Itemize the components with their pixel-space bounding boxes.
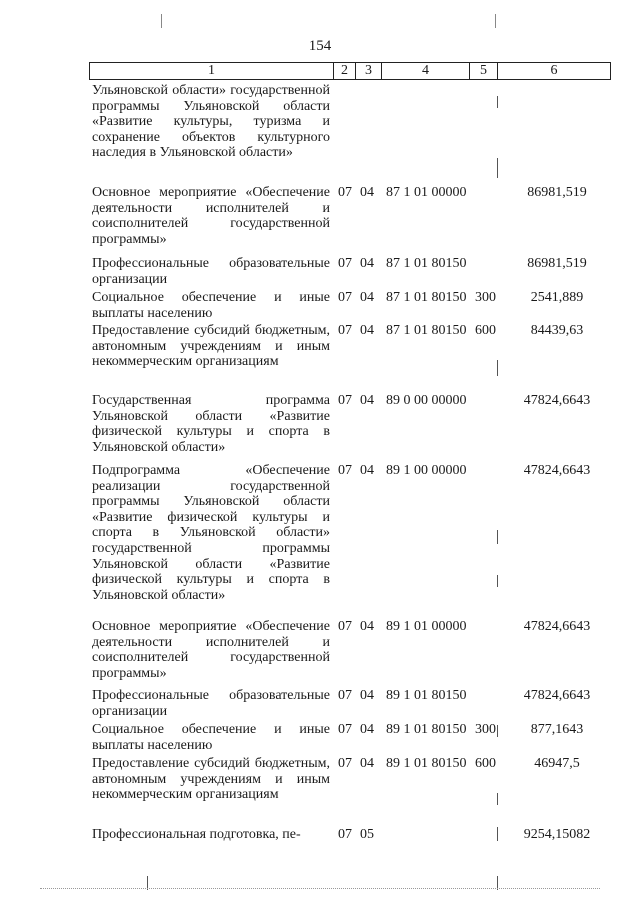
row-subsection: 04 [360,619,374,634]
scan-mark [161,14,162,28]
row-target-article: 87 1 01 00000 [386,185,467,200]
row-target-article: 89 1 01 00000 [386,619,467,634]
row-subsection: 05 [360,827,374,842]
row-section: 07 [338,619,352,634]
row-subsection: 04 [360,463,374,478]
scan-edge-line [40,888,600,890]
row-section: 07 [338,463,352,478]
row-name: Предоставление субсидий бюджетным, автономным учреждениям и иным некоммерческим организациям [92,323,330,370]
row-name: Социальное обеспечение и иные выплаты населению [92,290,330,321]
row-section: 07 [338,756,352,771]
row-subsection: 04 [360,688,374,703]
row-expense-type: 300 [475,290,496,305]
row-target-article: 89 1 00 00000 [386,463,467,478]
row-subsection: 04 [360,722,374,737]
row-name: Предоставление субсидий бюджетным, автономным учреждениям и иным некоммерческим организациям [92,756,330,803]
scan-mark [497,530,498,544]
row-amount: 47824,6643 [523,619,591,634]
row-name: Профессиональная подготовка, пе- [92,827,301,842]
header-cell-4: 4 [382,63,470,79]
row-name: Профессиональные образовательные организации [92,256,330,287]
row-section: 07 [338,393,352,408]
row-amount: 9254,15082 [523,827,591,842]
header-cell-5: 5 [470,63,498,79]
row-amount: 47824,6643 [523,463,591,478]
row-section: 07 [338,256,352,271]
row-amount: 86981,519 [527,256,587,271]
row-expense-type: 600 [475,323,496,338]
row-amount: 2541,889 [530,290,584,305]
row-name: Социальное обеспечение и иные выплаты населению [92,722,330,753]
row-amount: 47824,6643 [523,688,591,703]
scan-mark [497,158,498,178]
row-section: 07 [338,185,352,200]
header-cell-6: 6 [550,63,558,78]
row-subsection: 04 [360,756,374,771]
row-subsection: 04 [360,290,374,305]
row-subsection: 04 [360,185,374,200]
row-target-article: 89 1 01 80150 [386,756,467,771]
header-cell-2: 2 [334,63,356,79]
row-section: 07 [338,290,352,305]
row-subsection: 04 [360,323,374,338]
row-name: Основное мероприятие «Обеспечение деятельности исполнителей и соисполнителей государственной программы» [92,619,330,681]
row-target-article: 87 1 01 80150 [386,256,467,271]
row-amount: 877,1643 [530,722,584,737]
row-amount: 86981,519 [527,185,587,200]
row-target-article: 89 1 01 80150 [386,722,467,737]
header-cell-3: 3 [356,63,382,79]
row-amount: 47824,6643 [523,393,591,408]
scan-mark [497,725,498,737]
row-name: Ульяновской области» государственной программы Ульяновской области «Развитие культуры, туризма и сохранение объектов культурного наследия в Ульяновской области» [92,83,330,161]
row-section: 07 [338,688,352,703]
row-subsection: 04 [360,256,374,271]
scan-mark [497,360,498,376]
row-name: Основное мероприятие «Обеспечение деятельности исполнителей и соисполнителей государственной программы» [92,185,330,247]
page-number: 154 [308,38,332,54]
row-target-article: 87 1 01 80150 [386,290,467,305]
row-amount: 84439,63 [530,323,584,338]
table-header-row [89,62,611,80]
header-cell-1: 1 [90,63,334,79]
row-expense-type: 300 [475,722,496,737]
row-expense-type: 600 [475,756,496,771]
row-name: Профессиональные образовательные организации [92,688,330,719]
row-name: Подпрограмма «Обеспечение реализации государственной программы Ульяновской области «Развитие физической культуры и спорта в Ульяновской области» государственной программы Ульяновской области «Развитие физической культуры и спорта в Ульяновской области» [92,463,330,603]
scan-mark [497,96,498,108]
row-name: Государственная программа Ульяновской области «Развитие физической культуры и спорта в Ульяновской области» [92,393,330,455]
row-target-article: 87 1 01 80150 [386,323,467,338]
scan-mark [495,14,496,28]
row-section: 07 [338,722,352,737]
scan-mark [497,827,498,841]
row-subsection: 04 [360,393,374,408]
scan-mark [497,793,498,805]
row-amount: 46947,5 [534,756,580,771]
row-section: 07 [338,827,352,842]
row-target-article: 89 1 01 80150 [386,688,467,703]
row-target-article: 89 0 00 00000 [386,393,467,408]
scan-mark [497,575,498,587]
row-section: 07 [338,323,352,338]
